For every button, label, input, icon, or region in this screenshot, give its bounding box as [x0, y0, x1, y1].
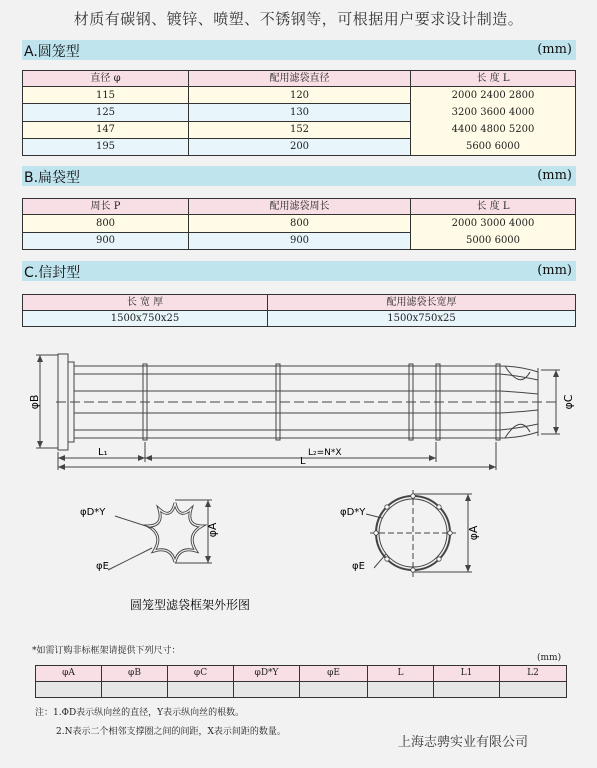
- table-a-length-line: 3200 3600 4000: [451, 107, 535, 118]
- section-b-unit: (mm): [537, 168, 572, 183]
- order-header: φE: [300, 666, 368, 682]
- note-1: 注：1.ΦD表示纵向丝的直径，Y表示纵向丝的根数。: [35, 708, 245, 718]
- table-a-cell: 147: [23, 121, 189, 138]
- table-c-header: 配用滤袋长宽厚: [268, 295, 576, 311]
- table-a-cell: 125: [23, 104, 189, 121]
- table-b-length-line: 2000 3000 4000: [451, 218, 535, 229]
- table-a-cell: 152: [189, 121, 411, 138]
- section-c-title: C.信封型: [24, 265, 81, 281]
- cage-drawing: [0, 340, 597, 630]
- section-c-unit: (mm): [537, 263, 572, 278]
- table-a-cell: 200: [189, 138, 411, 155]
- order-header: φD*Y: [234, 666, 300, 682]
- table-b-header: 周长 P: [23, 199, 189, 215]
- table-b-lengths: [411, 215, 576, 250]
- order-cell: [368, 682, 434, 698]
- note-2: 2.N表示二个相邻支撑圈之间的间距，X表示间距的数量。: [56, 727, 286, 737]
- order-header: L: [368, 666, 434, 682]
- table-b-header: 长 度 L: [411, 199, 576, 215]
- label-phi-a-star: φA: [206, 522, 219, 538]
- table-a-header: 长 度 L: [411, 71, 576, 87]
- table-a-cell: 120: [189, 87, 411, 104]
- section-b-title: B.扁袋型: [24, 170, 81, 186]
- section-a-title: A.圆笼型: [24, 44, 80, 60]
- table-c-cell: 1500x750x25: [23, 311, 268, 327]
- table-a-length-line: 5600 6000: [465, 141, 521, 152]
- table-a: [22, 70, 576, 156]
- table-a-cell: 115: [23, 87, 189, 104]
- table-b-cell: 800: [23, 215, 189, 233]
- table-a-lengths: [411, 87, 576, 156]
- order-cell: [500, 682, 567, 698]
- order-unit: (mm): [537, 653, 562, 663]
- label-phi-a-circle: φA: [467, 525, 480, 541]
- label-l: L: [300, 456, 306, 467]
- table-a-header: 配用滤袋直径: [189, 71, 411, 87]
- order-header: L2: [500, 666, 567, 682]
- order-header: φC: [168, 666, 234, 682]
- label-phi-dy-star: φD*Y: [80, 507, 106, 518]
- table-b-cell: 900: [189, 232, 411, 250]
- table-b-length-line: 5000 6000: [465, 235, 521, 246]
- section-b-header: [22, 166, 576, 186]
- table-a-length-line: 2000 2400 2800: [451, 90, 535, 101]
- label-l1: L₁: [98, 447, 108, 458]
- table-c: [22, 294, 576, 327]
- order-header: L1: [434, 666, 500, 682]
- order-cell: [234, 682, 300, 698]
- label-phi-c: φC: [562, 394, 575, 410]
- order-table: [35, 665, 567, 698]
- order-cell: [168, 682, 234, 698]
- drawing-caption: 圆笼型滤袋框架外形图: [129, 598, 251, 612]
- table-a-header: 直径 φ: [23, 71, 189, 87]
- company-name: 上海志骋实业有限公司: [398, 735, 529, 750]
- order-cell: [102, 682, 168, 698]
- order-cell: [36, 682, 102, 698]
- order-note: *如需订购非标框架请提供下列尺寸：: [32, 646, 181, 656]
- label-phi-e-circle: φE: [352, 561, 365, 572]
- table-c-header: 长 宽 厚: [23, 295, 268, 311]
- order-header: φB: [102, 666, 168, 682]
- table-a-length-line: 4400 4800 5200: [451, 124, 535, 135]
- table-a-cell: 195: [23, 138, 189, 155]
- intro-text: 材质有碳钢、镀锌、喷塑、不锈钢等，可根据用户要求设计制造。: [73, 10, 524, 28]
- label-phi-dy-circle: φD*Y: [340, 507, 366, 518]
- table-a-cell: 130: [189, 104, 411, 121]
- section-a-unit: (mm): [537, 42, 572, 57]
- section-a-header: [22, 40, 576, 60]
- table-b-cell: 900: [23, 232, 189, 250]
- section-c-header: [22, 261, 576, 281]
- table-b-header: 配用滤袋周长: [189, 199, 411, 215]
- order-cell: [300, 682, 368, 698]
- table-b: [22, 198, 576, 250]
- table-b-cell: 800: [189, 215, 411, 233]
- label-phi-b: φB: [28, 394, 41, 410]
- label-l2: L₂=N*X: [308, 448, 342, 458]
- order-cell: [434, 682, 500, 698]
- order-header: φA: [36, 666, 102, 682]
- table-c-cell: 1500x750x25: [268, 311, 576, 327]
- label-phi-e-star: φE: [96, 561, 109, 572]
